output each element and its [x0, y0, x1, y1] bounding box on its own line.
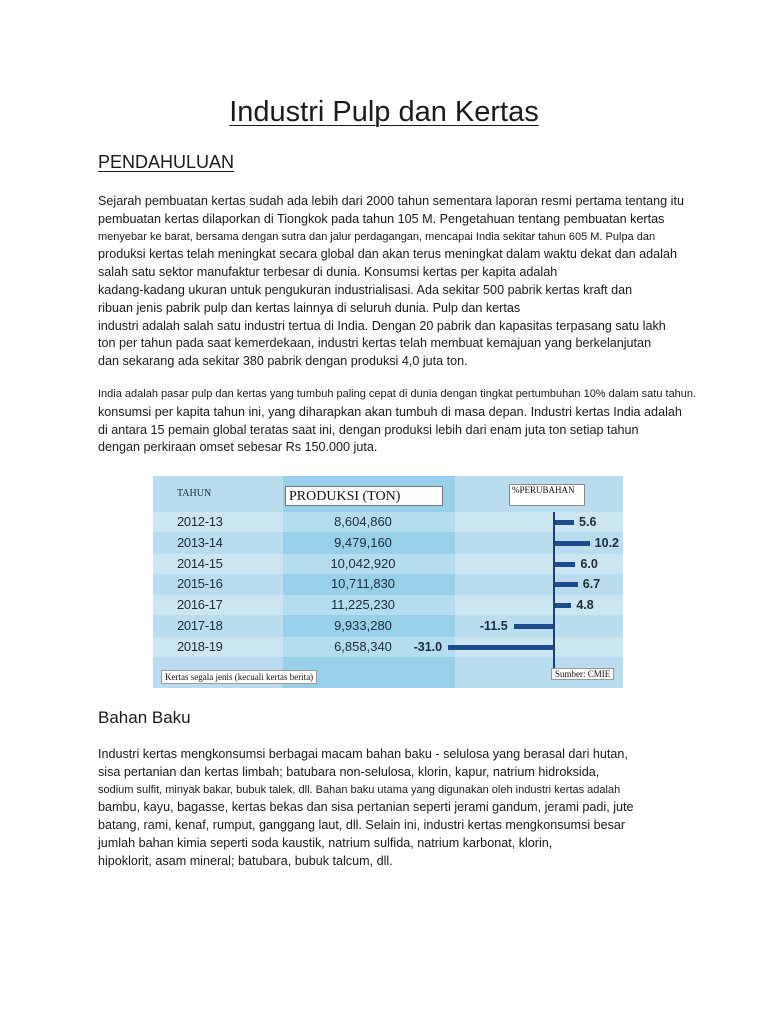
text-line: batang, rami, kenaf, rumput, ganggang laut, dll. Selain ini, industri kertas mengkonsumsi besar [98, 818, 626, 833]
year-cell: 2013-14 [177, 534, 223, 550]
text-line: menyebar ke barat, bersama dengan sutra dan jalur perdagangan, mencapai India sekitar tahun 605 M. Pulpa dan [98, 230, 656, 243]
production-cell: 10,711,830 [330, 576, 396, 592]
change-bar [448, 645, 553, 650]
column-header-production: PRODUKSI (TON) [285, 486, 443, 506]
text-line: Sejarah pembuatan kertas sudah ada lebih dari 2000 tahun sementara laporan resmi pertama tentang itu [98, 194, 684, 208]
text-line: di antara 15 pemain global teratas saat ini, dengan produksi lebih dari enam juta ton setiap tahun [98, 422, 639, 437]
change-bar [555, 603, 571, 608]
year-cell: 2015-16 [177, 576, 223, 592]
section-heading-pendahuluan: PENDAHULUAN [98, 152, 235, 172]
text-line: bambu, kayu, bagasse, kertas bekas dan sisa pertanian seperti jerami gandum, jerami padi, jute [98, 800, 634, 815]
production-cell: 10,042,920 [330, 555, 396, 571]
paragraph-raw-materials [98, 746, 718, 871]
text-line: kadang-kadang ukuran untuk pengukuran industrialisasi. Ada sekitar 500 pabrik kertas kraft dan [98, 282, 633, 297]
change-bar [555, 541, 590, 546]
production-cell: 9,933,280 [334, 618, 392, 633]
change-label: -11.5 [479, 619, 508, 633]
text-line: India adalah pasar pulp dan kertas yang tumbuh paling cepat di dunia dengan tingkat pertumbuhan 10% dalam satu tahun. [98, 388, 697, 400]
document-title: Industri Pulp dan Kertas [229, 96, 539, 128]
table-source: Sumber: CMIE [551, 668, 614, 680]
text-line: ribuan jenis pabrik pulp dan kertas lainnya di seluruh dunia. Pulp dan kertas [98, 300, 521, 315]
table-footnote: Kertas segala jenis (kecuali kertas berita) [161, 670, 317, 684]
change-label: 5.6 [579, 515, 597, 529]
year-cell: 2017-18 [177, 618, 223, 633]
year-cell: 2012-13 [177, 514, 223, 529]
text-line: sisa pertanian dan kertas limbah; batubara non-selulosa, klorin, kapur, natrium hidroksida, [98, 764, 600, 779]
text-line: ton per tahun pada saat kemerdekaan, industri kertas telah membuat kemajuan yang berkelanjutan [98, 336, 652, 351]
text-line: Industri kertas mengkonsumsi berbagai macam bahan baku - selulosa yang berasal dari hutan, [98, 747, 628, 761]
year-cell: 2014-15 [177, 555, 223, 571]
column-header-year: TAHUN [177, 488, 212, 499]
text-line: hipoklorit, asam mineral; batubara, bubuk talcum, dll. [98, 853, 393, 868]
text-line: produksi kertas telah meningkat secara global dan akan terus meningkat dalam waktu dekat dan adalah [98, 247, 677, 262]
section-heading-bahan-baku: Bahan Baku [98, 708, 191, 727]
text-line: industri adalah salah satu industri tertua di India. Dengan 20 pabrik dan kapasitas terpasang satu lakh [98, 318, 666, 333]
production-cell: 8,604,860 [334, 514, 392, 529]
change-label: 10.2 [594, 535, 620, 550]
change-bar [555, 582, 578, 587]
paragraph-intro [98, 193, 718, 371]
text-line: dan sekarang ada sekitar 380 pabrik dengan produksi 4,0 juta ton. [98, 354, 468, 369]
text-line: sodium sulfit, minyak bakar, bubuk talek, dll. Bahan baku utama yang digunakan oleh industri kertas adalah [98, 783, 621, 796]
column-header-change: %PERUBAHAN [509, 484, 585, 506]
change-zero-axis [553, 512, 555, 668]
text-line: pembuatan kertas dilaporkan di Tiongkok pada tahun 105 M. Pengetahuan tentang pembuatan kertas [98, 211, 665, 226]
production-cell: 11,225,230 [330, 597, 396, 613]
text-line: dengan perkiraan omset sebesar Rs 150.000 juta. [98, 440, 378, 455]
production-cell: 6,858,340 [334, 638, 392, 654]
production-table [153, 476, 623, 688]
text-line: konsumsi per kapita tahun ini, yang diharapkan akan tumbuh di masa depan. Industri kertas India adalah [98, 404, 682, 419]
text-line: jumlah bahan kimia seperti soda kaustik, natrium sulfida, natrium karbonat, klorin, [98, 835, 553, 850]
change-label: 4.8 [576, 598, 594, 613]
change-bar [555, 520, 574, 525]
change-bar [514, 624, 553, 629]
year-cell: 2016-17 [177, 597, 223, 613]
year-cell: 2018-19 [177, 638, 223, 654]
change-label: 6.0 [580, 556, 598, 571]
change-label: -31.0 [413, 639, 443, 654]
production-cell: 9,479,160 [334, 534, 392, 550]
change-label: 6.7 [582, 577, 601, 592]
change-bar [555, 562, 575, 567]
text-line: salah satu sektor manufaktur terbesar di dunia. Konsumsi kertas per kapita adalah [98, 265, 558, 280]
paragraph-market [98, 386, 718, 457]
